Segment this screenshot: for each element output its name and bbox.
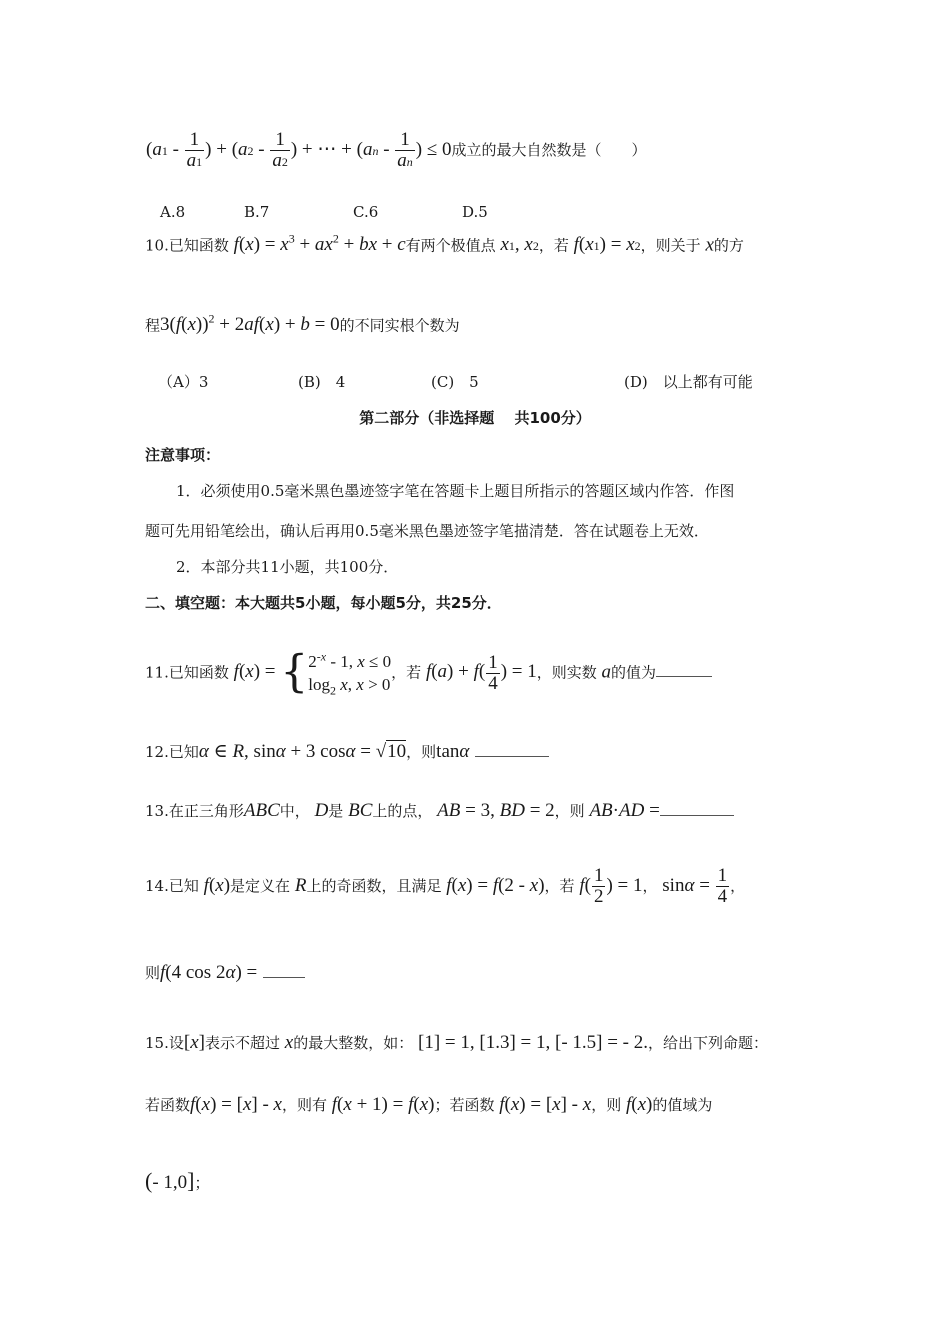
q13-text: 是 bbox=[328, 802, 344, 820]
q13-dot-product-formula: AB·AD = bbox=[589, 800, 660, 821]
q15-function-formula-1: f(x) = [x] - x bbox=[190, 1094, 282, 1115]
q15-text: 设 bbox=[168, 1034, 184, 1052]
notice-item-1b: 题可先用铅笔绘出，确认后再用0.5毫米黑色墨迹签字笔描清楚．答在试题卷上无效． bbox=[145, 522, 709, 540]
q15-fx: f(x) bbox=[626, 1094, 653, 1115]
q14-text: ， bbox=[730, 876, 746, 895]
q13-text: ，则 bbox=[554, 802, 585, 820]
q15-text: ，则有 bbox=[281, 1096, 327, 1114]
q11-text: 已知函数 bbox=[168, 663, 229, 682]
q15-range-formula: (- 1,0] bbox=[145, 1168, 195, 1193]
q9-option-c: C.6 bbox=[353, 203, 379, 221]
notice-item-1a: 1．必须使用0.5毫米黑色墨迹签字笔在答题卡上题目所指示的答题区域内作答．作图 bbox=[176, 482, 735, 500]
q9-suffix: 成立的最大自然数是（ ） bbox=[451, 140, 647, 159]
q13-point-d: D bbox=[314, 800, 329, 821]
q14-line-1 bbox=[145, 866, 745, 907]
q9-formula: (a1 - $\frac{1}{a1}$ ) + (a2 - $\frac{1}{a2}$ ) + ⋯ + (an - $\frac{1}{an}$ ) ≤ 0 bbox=[146, 129, 452, 171]
q10-condition-formula: f(x1) = x2 bbox=[573, 234, 641, 256]
q10-text: ，则关于 bbox=[640, 236, 701, 255]
q10-extrema-formula: x1, x2 bbox=[500, 234, 539, 256]
q15-text: ；若函数 bbox=[434, 1096, 495, 1114]
q10-equation-formula: $3(f(x))^2 + 2af(x) + b = 0$ bbox=[160, 312, 340, 336]
q14-sin-formula: sinα = $\frac{1}{4}$ bbox=[662, 865, 728, 907]
section2-title: 二、填空题：本大题共5小题，每小题5分，共25分． bbox=[145, 594, 502, 612]
q11-text: ，若 bbox=[391, 663, 422, 682]
q11-line bbox=[145, 648, 712, 698]
q14-text: 则 bbox=[145, 964, 161, 982]
q10-line-1 bbox=[145, 232, 744, 256]
q14-text: 是定义在 bbox=[230, 876, 291, 895]
q15-var-x: x bbox=[284, 1032, 294, 1053]
q15-function-formula-2: f(x) = [x] - x bbox=[499, 1094, 592, 1115]
q15-periodic-formula: f(x + 1) = f(x) bbox=[331, 1094, 435, 1115]
q12-tan-formula: tanα bbox=[436, 741, 470, 762]
q10-text: 有两个极值点 bbox=[405, 236, 496, 255]
q11-condition-formula: f(a) + f( $\frac{1}{4}$ ) = 1 bbox=[425, 651, 537, 694]
q10-option-b: (B) 4 bbox=[298, 373, 346, 391]
q10-option-a: （A）3 bbox=[158, 373, 209, 391]
q15-line-1 bbox=[145, 1032, 768, 1054]
q13-answer-blank[interactable] bbox=[660, 814, 734, 816]
q13-text: 中， bbox=[279, 802, 310, 820]
notice-item-2: 2．本部分共11小题，共100分． bbox=[176, 558, 399, 576]
q10-var-x: x bbox=[705, 234, 714, 256]
q11-piecewise-formula: $f(x) = \{2^{-x} - 1$, x ≤ 0 $\log_2 x$, x > 0 bbox=[233, 647, 392, 699]
q12-answer-blank[interactable] bbox=[475, 755, 549, 757]
q13-triangle: ABC bbox=[243, 800, 280, 821]
q14-answer-blank[interactable] bbox=[263, 976, 305, 978]
q9-inequality-line bbox=[146, 130, 647, 171]
notice-title: 注意事项： bbox=[145, 446, 221, 464]
q13-line bbox=[145, 800, 734, 822]
q14-question-formula: f(4 cos 2α) = bbox=[160, 962, 258, 983]
part2-title: 第二部分（非选择题 共100分） bbox=[359, 409, 591, 427]
q15-text: 的最大整数，如： bbox=[293, 1034, 414, 1052]
q15-text: 若函数 bbox=[145, 1096, 191, 1114]
q14-text: 上的奇函数，且满足 bbox=[306, 876, 442, 895]
q15-text: 的值域为 bbox=[652, 1096, 713, 1114]
q13-number: 13. bbox=[145, 802, 169, 820]
q13-segment-bc: BC bbox=[348, 800, 373, 821]
q11-text: 的值为 bbox=[611, 663, 657, 682]
q14-text: 已知 bbox=[168, 876, 199, 895]
q14-set-r: R bbox=[294, 874, 307, 896]
q12-number: 12. bbox=[145, 743, 169, 761]
q9-option-d: D.5 bbox=[462, 203, 488, 221]
q12-text: 已知 bbox=[168, 743, 199, 761]
q12-formula: α ∈ R, sinα + 3 cosα = √10 bbox=[198, 741, 407, 762]
q14-number: 14. bbox=[145, 876, 169, 895]
q15-text: ，给出下列命题： bbox=[648, 1034, 769, 1052]
q15-text: 表示不超过 bbox=[204, 1034, 280, 1052]
q15-line-3 bbox=[145, 1168, 210, 1194]
q10-text: 已知函数 bbox=[168, 236, 229, 255]
q10-text: 的不同实根个数为 bbox=[339, 316, 460, 335]
q10-option-c: (C) 5 bbox=[431, 373, 479, 391]
q10-line-2 bbox=[145, 312, 460, 336]
q14-line-2 bbox=[145, 962, 305, 984]
q11-var-a: a bbox=[601, 661, 612, 683]
q15-text: ； bbox=[194, 1174, 210, 1192]
q15-examples-formula: [1] = 1, [1.3] = 1, [- 1.5] = - 2. bbox=[418, 1032, 649, 1053]
q11-text: ，则实数 bbox=[536, 663, 597, 682]
q14-text: ， bbox=[642, 876, 658, 895]
q14-value-formula: f( $\frac{1}{2}$ ) = 1 bbox=[579, 865, 643, 907]
q14-symmetry-formula: f(x) = f(2 - x) bbox=[446, 874, 545, 896]
q13-text: 在正三角形 bbox=[168, 802, 244, 820]
q10-number: 10. bbox=[145, 236, 169, 255]
q10-option-d: (D) 以上都有可能 bbox=[624, 373, 753, 391]
q15-line-2 bbox=[145, 1094, 712, 1116]
q15-text: ，则 bbox=[591, 1096, 622, 1114]
q14-fx: f(x) bbox=[203, 874, 231, 896]
q10-text: 程 bbox=[145, 316, 161, 335]
q12-text: ，则 bbox=[406, 743, 437, 761]
q15-floor-x: [x] bbox=[183, 1032, 205, 1053]
q9-option-a: A.8 bbox=[160, 203, 186, 221]
q10-function-formula: $f(x) = x^3 + ax^2$ + bx + c bbox=[233, 232, 406, 256]
q15-number: 15. bbox=[145, 1034, 169, 1052]
q14-text: ，若 bbox=[544, 876, 575, 895]
q13-lengths-formula: AB = 3, BD = 2 bbox=[437, 800, 555, 821]
q12-line bbox=[145, 740, 549, 763]
q13-text: 上的点， bbox=[372, 802, 433, 820]
q11-number: 11. bbox=[145, 663, 169, 682]
q10-text: 的方 bbox=[713, 236, 744, 255]
q9-option-b: B.7 bbox=[244, 203, 270, 221]
q11-answer-blank[interactable] bbox=[656, 675, 712, 677]
q10-text: ，若 bbox=[538, 236, 569, 255]
